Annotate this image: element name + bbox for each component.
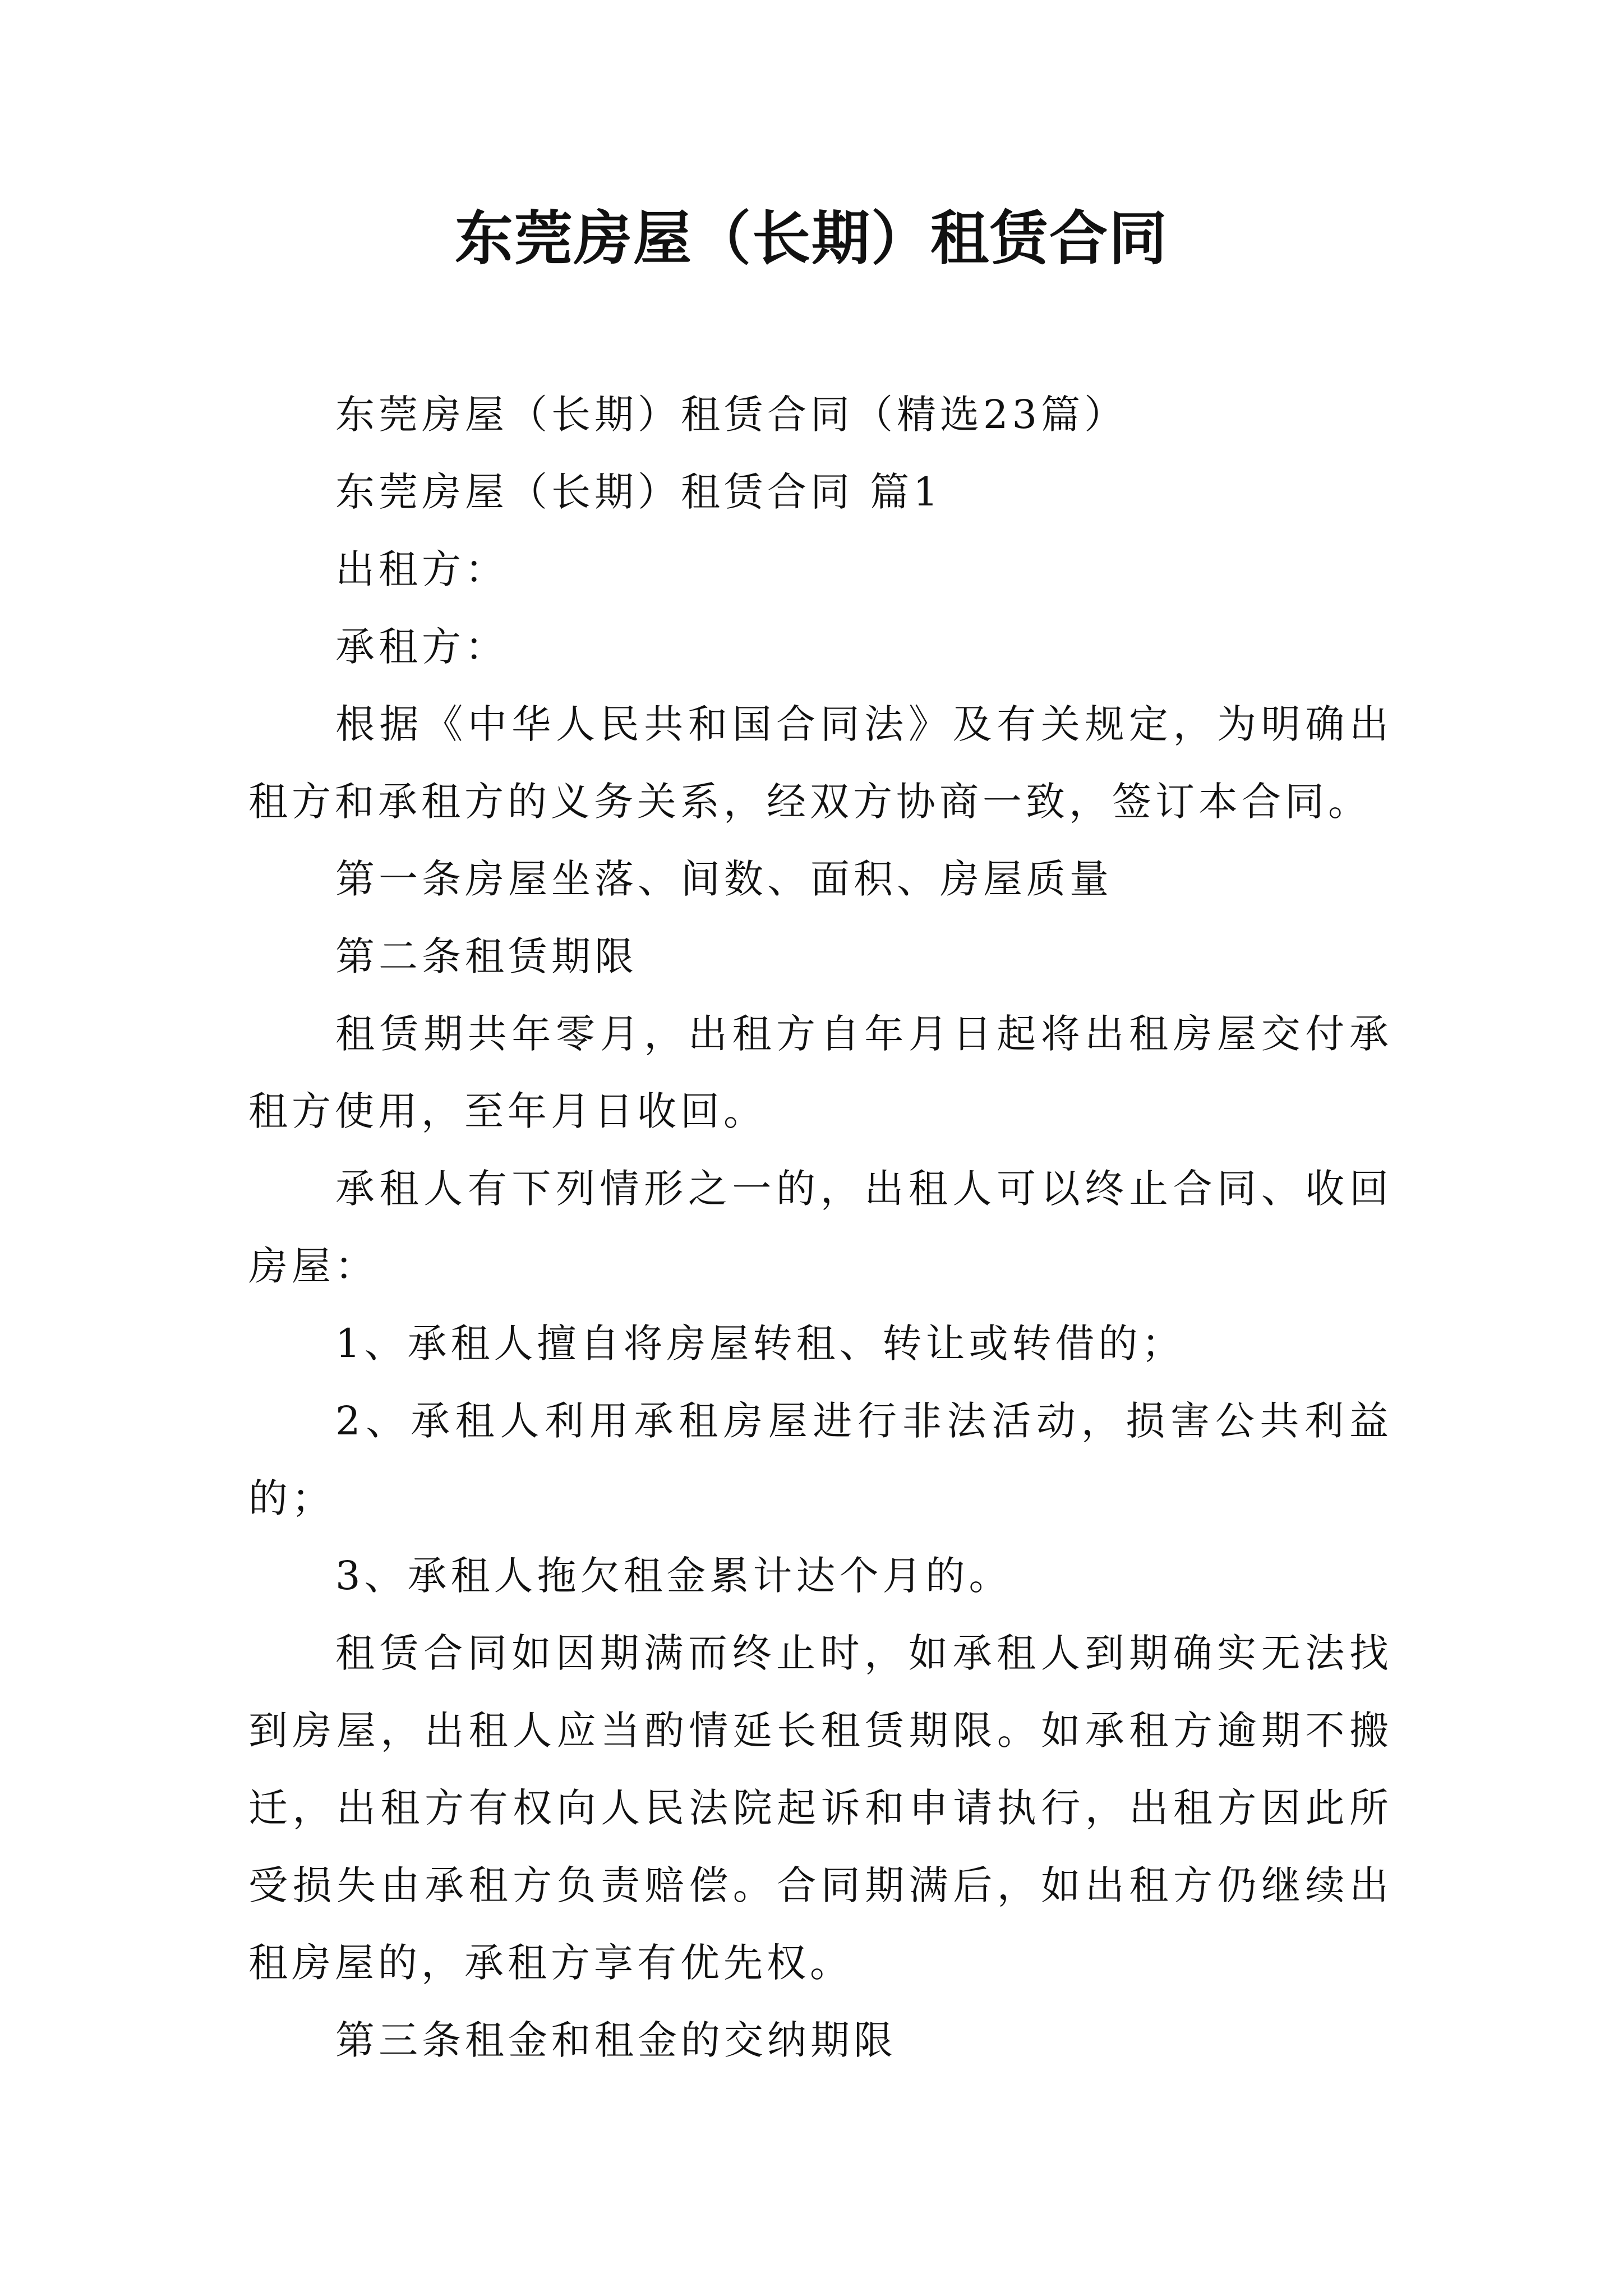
paragraph-lessee: 承租方： bbox=[335, 624, 508, 670]
paragraph-expiry: 租赁合同如因期满而终止时，如承租人到期确实无法找到房屋，出租人应当酌情延长租赁期限。如承租方逾期不搬迁，出租方有权向人民法院起诉和申请执行，出租方因此所受损失由承租方负责赔偿。合同期满后，如出租方仍继续出租房屋的，承租方享有优先权。 bbox=[248, 1630, 1393, 1986]
paragraph-lease-term: 租赁期共年零月，出租方自年月日起将出租房屋交付承租方使用，至年月日收回。 bbox=[248, 1011, 1393, 1134]
document-body bbox=[248, 376, 1393, 2079]
paragraph-preamble: 根据《中华人民共和国合同法》及有关规定，为明确出租方和承租方的义务关系，经双方协商一致，签订本合同。 bbox=[248, 701, 1393, 825]
paragraph-subtitle: 东莞房屋（长期）租赁合同（精选23篇） bbox=[335, 392, 1128, 438]
paragraph-article-2: 第二条租赁期限 bbox=[335, 933, 638, 979]
paragraph-item-1: 1、承租人擅自将房屋转租、转让或转借的； bbox=[335, 1320, 1185, 1366]
paragraph-termination-intro: 承租人有下列情形之一的，出租人可以终止合同、收回房屋： bbox=[248, 1166, 1393, 1289]
paragraph-article-1: 第一条房屋坐落、间数、面积、房屋质量 bbox=[335, 856, 1113, 902]
paragraph-part-heading: 东莞房屋（长期）租赁合同 篇1 bbox=[335, 469, 942, 515]
paragraph-article-3: 第三条租金和租金的交纳期限 bbox=[335, 2017, 897, 2063]
document-title: 东莞房屋（长期）租赁合同 bbox=[454, 204, 1168, 273]
paragraph-lessor: 出租方： bbox=[335, 546, 508, 592]
paragraph-item-2: 2、承租人利用承租房屋进行非法活动，损害公共利益的； bbox=[248, 1398, 1393, 1521]
paragraph-item-3: 3、承租人拖欠租金累计达个月的。 bbox=[335, 1553, 1012, 1599]
